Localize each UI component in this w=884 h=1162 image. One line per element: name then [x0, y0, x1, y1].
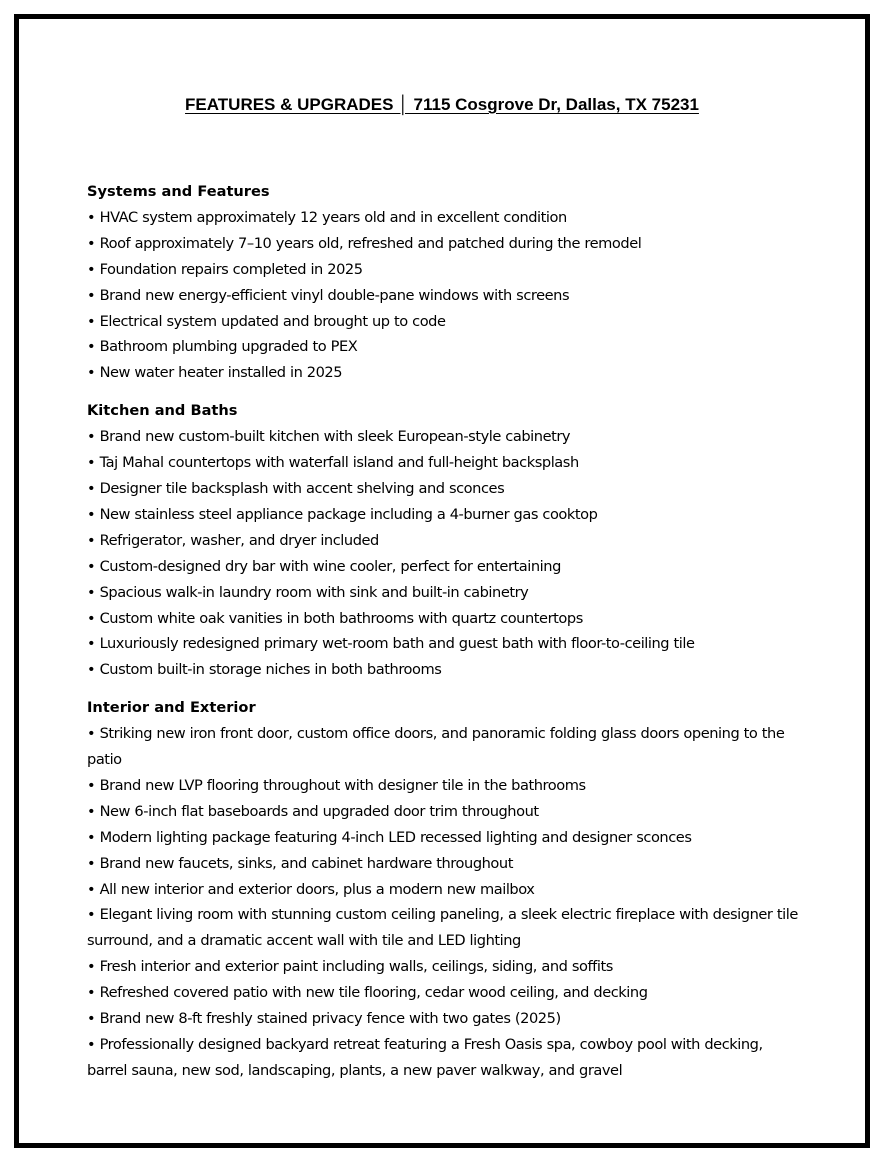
list-item-text: Modern lighting package featuring 4-inch LED recessed lighting and designer sconces: [99, 828, 692, 846]
bullet-icon: •: [87, 428, 100, 446]
bullet-icon: •: [87, 454, 100, 472]
list-item-text: Brand new LVP flooring throughout with designer tile in the bathrooms: [99, 776, 586, 794]
list-item-text: New water heater installed in 2025: [99, 364, 343, 382]
bullet-icon: •: [87, 364, 100, 382]
section-heading: Interior and Exterior: [87, 699, 256, 717]
list-item: [87, 334, 803, 360]
list-item-text: Elegant living room with stunning custom ceiling paneling, a sleek electric fireplace with designer tile surround, and a dramatic accent wall with tile and LED lighting: [87, 906, 798, 950]
list-item: [87, 257, 803, 283]
bullet-icon: •: [87, 828, 100, 846]
page-title-text: FEATURES & UPGRADES │ 7115 Cosgrove Dr, Dallas, TX 75231: [185, 95, 699, 114]
bullet-icon: •: [87, 1036, 100, 1053]
list-item: [87, 606, 803, 632]
list-item-text: Fresh interior and exterior paint including walls, ceilings, siding, and soffits: [99, 958, 613, 976]
list-item-text: Electrical system updated and brought up to code: [99, 312, 446, 330]
list-item-text: All new interior and exterior doors, plus a modern new mailbox: [99, 880, 535, 898]
bullet-icon: •: [87, 854, 100, 872]
list-item-text: Brand new energy-efficient vinyl double-pane windows with screens: [99, 286, 570, 304]
list-item: [87, 283, 803, 309]
list-item: [87, 877, 803, 903]
bullet-icon: •: [87, 234, 100, 252]
list-item: [87, 721, 803, 773]
list-item: [87, 309, 803, 335]
list-item: [87, 424, 803, 450]
bullet-icon: •: [87, 1010, 100, 1028]
list-item: [87, 980, 803, 1006]
list-item-text: Custom built-in storage niches in both bathrooms: [99, 661, 442, 679]
bullet-icon: •: [87, 583, 100, 601]
bullet-icon: •: [87, 531, 100, 549]
section-kitchen-and-baths: [87, 398, 803, 683]
list-item-text: New 6-inch flat baseboards and upgraded door trim throughout: [99, 802, 539, 820]
list-item: [87, 631, 803, 657]
list-item: [87, 657, 803, 683]
list-item-text: Custom-designed dry bar with wine cooler, perfect for entertaining: [99, 557, 561, 575]
list-item-text: Taj Mahal countertops with waterfall island and full-height backsplash: [99, 454, 579, 472]
section-heading: Kitchen and Baths: [87, 402, 238, 420]
list-item: [87, 231, 803, 257]
list-item: [87, 851, 803, 877]
bullet-icon: •: [87, 505, 100, 523]
bullet-icon: •: [87, 984, 100, 1002]
list-item: [87, 1032, 803, 1084]
bullet-icon: •: [87, 802, 100, 820]
list-item: [87, 360, 803, 386]
list-item: [87, 799, 803, 825]
section-heading: Systems and Features: [87, 183, 270, 200]
list-item-text: Designer tile backsplash with accent shelving and sconces: [99, 479, 505, 497]
bullet-icon: •: [87, 609, 100, 627]
list-item-text: HVAC system approximately 12 years old and in excellent condition: [99, 208, 567, 226]
list-item-text: Striking new iron front door, custom office doors, and panoramic folding glass doors opening to the patio: [87, 725, 785, 769]
list-item: [87, 1006, 803, 1032]
list-item: [87, 554, 803, 580]
list-item: [87, 773, 803, 799]
list-item-text: Foundation repairs completed in 2025: [99, 260, 363, 278]
bullet-icon: •: [87, 286, 100, 304]
list-item-text: Roof approximately 7–10 years old, refreshed and patched during the remodel: [99, 234, 642, 252]
list-item-text: Luxuriously redesigned primary wet-room bath and guest bath with floor-to-ceiling tile: [99, 635, 695, 653]
list-item-text: Brand new custom-built kitchen with sleek European-style cabinetry: [99, 428, 571, 446]
list-item: [87, 450, 803, 476]
bullet-icon: •: [87, 479, 100, 497]
bullet-icon: •: [87, 557, 100, 575]
page-border: [14, 14, 870, 1148]
list-item: [87, 205, 803, 231]
list-item-text: New stainless steel appliance package including a 4-burner gas cooktop: [99, 505, 598, 523]
bullet-icon: •: [87, 958, 100, 976]
list-item: [87, 502, 803, 528]
bullet-icon: •: [87, 635, 100, 653]
list-item-text: Brand new 8-ft freshly stained privacy fence with two gates (2025): [99, 1010, 561, 1028]
list-item: [87, 825, 803, 851]
bullet-icon: •: [87, 260, 100, 278]
list-item-text: Brand new faucets, sinks, and cabinet hardware throughout: [99, 854, 513, 872]
bullet-icon: •: [87, 208, 100, 226]
list-item: [87, 902, 803, 954]
list-item-text: Spacious walk-in laundry room with sink and built-in cabinetry: [99, 583, 529, 601]
section-systems-and-features: [87, 179, 803, 386]
list-item-text: Bathroom plumbing upgraded to PEX: [99, 338, 358, 356]
list-item-text: Professionally designed backyard retreat featuring a Fresh Oasis spa, cowboy pool with decking, barrel sauna, new sod, landscaping, plants, a new paver walkway, and gravel: [87, 1036, 763, 1079]
bullet-icon: •: [87, 906, 100, 924]
list-item-text: Custom white oak vanities in both bathrooms with quartz countertops: [99, 609, 583, 627]
page-title: [19, 95, 865, 115]
bullet-icon: •: [87, 776, 100, 794]
bullet-icon: •: [87, 880, 100, 898]
section-interior-and-exterior: [87, 695, 803, 1084]
list-item: [87, 476, 803, 502]
bullet-icon: •: [87, 312, 100, 330]
bullet-icon: •: [87, 338, 100, 356]
features-content: [87, 179, 803, 1096]
bullet-icon: •: [87, 725, 100, 743]
list-item: [87, 528, 803, 554]
list-item-text: Refrigerator, washer, and dryer included: [99, 531, 379, 549]
list-item-text: Refreshed covered patio with new tile flooring, cedar wood ceiling, and decking: [99, 984, 648, 1002]
list-item: [87, 580, 803, 606]
bullet-icon: •: [87, 661, 100, 679]
list-item: [87, 954, 803, 980]
